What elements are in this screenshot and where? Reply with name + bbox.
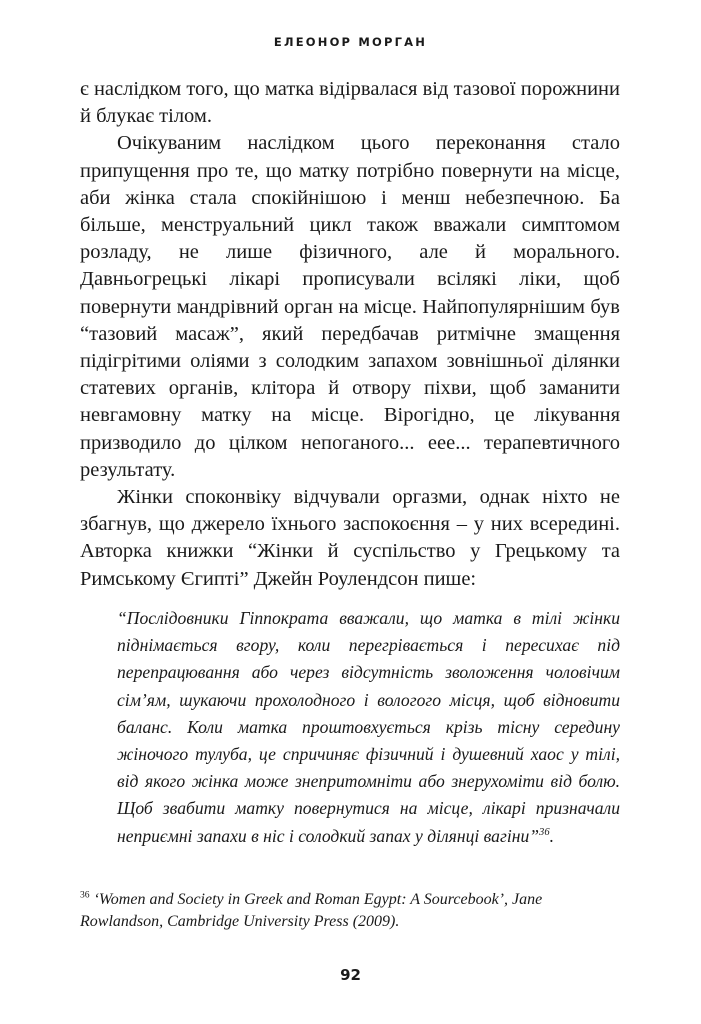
quote-text: “Послідовники Гіппократа вважали, що матка в тілі жінки піднімається вгору, коли перегрівається і пересихає під перепрацювання або через відсутність зволоження чоловічим сім’ям, шукаючи прохолодного і вологого місця, щоб відновити баланс. Коли матка проштовхується крізь тісну середину жіночого тулуба, це спричиняє фізичний і душевний хаос у тілі, від якого жінка може знепритомніти або знерухоміти від болю. Щоб звабити матку повернутися на місце, лікарі призначали неприємні запахи в ніс і солодкий запах у ділянці вагіни”	[117, 608, 620, 846]
footnote-text: ‘Women and Society in Greek and Roman Egypt: A Sourcebook’, Jane Rowlandson, Cambridge University Press (2009).	[80, 891, 543, 930]
paragraph: Жінки споконвіку відчували оргазми, однак ніхто не збагнув, що джерело їхнього заспокоєння – у них всередині. Авторка книжки “Жінки й суспільство у Грецькому та Римському Єгипті” Джейн Роулендсон пише:	[80, 486, 620, 590]
footnote	[80, 889, 625, 933]
footnote-number: 36	[80, 889, 90, 901]
page-number: 92	[340, 966, 361, 984]
footnote-reference: 36	[539, 826, 550, 838]
block-quote	[117, 605, 620, 850]
quote-paragraph: “Послідовники Гіппократа вважали, що матка в тілі жінки піднімається вгору, коли перегрівається і пересихає під перепрацювання або через відсутність зволоження чоловічим сім’ям, шукаючи прохолодного і вологого місця, щоб відновити баланс. Коли матка проштовхується крізь тісну середину жіночого тулуба, це спричиняє фізичний і душевний хаос у тілі, від якого жінка може знепритомніти або знерухоміти від болю. Щоб звабити матку повернутися на місце, лікарі призначали неприємні запахи в ніс і солодкий запах у ділянці вагіни”$^{36}$.	[117, 608, 620, 846]
paragraph: Очікуваним наслідком цього переконання стало припущення про те, що матку потрібно повернути на місце, аби жінка стала спокійнішою і менш небезпечною. Ба більше, менструальний цикл також вважали симптомом розладу, не лише фізичного, але й морального. Давньогрецькі лікарі прописували всілякі ліки, щоб повернути мандрівний орган на місце. Найпопулярнішим був “тазовий масаж”, який передбачав ритмічне змащення підігрітими оліями з солодким запахом зовнішньої ділянки статевих органів, клітора й отвору піхви, щоб заманити невгамовну матку на місце. Вірогідно, це лікування призводило до цілком непоганого... еее... терапевтичного результату.	[80, 132, 620, 481]
paragraph: є наслідком того, що матка відірвалася від тазової порожнини й блукає тілом.	[80, 78, 620, 128]
running-head: ЕЛЕОНОР МОРГАН	[273, 35, 428, 49]
body-text	[80, 76, 620, 593]
